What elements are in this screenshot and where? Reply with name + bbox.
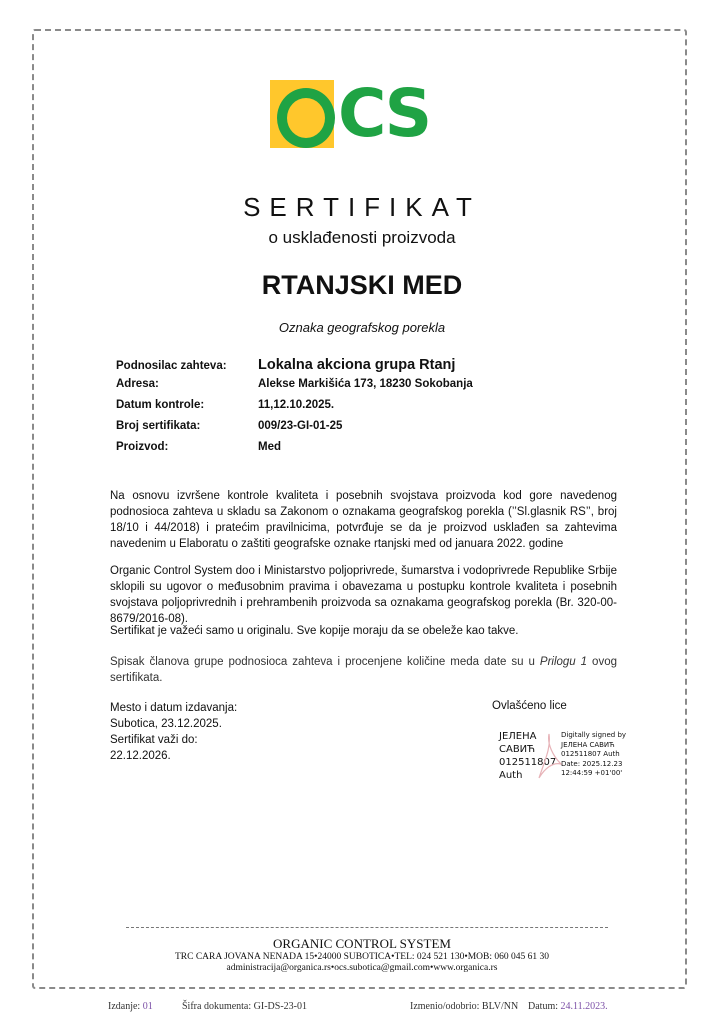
signer-line: ЈЕЛЕНА [499, 731, 537, 742]
edition [108, 1001, 153, 1012]
info-label: Broj sertifikata: [116, 420, 201, 432]
info-label: Podnosilac zahteva: [116, 360, 227, 372]
certificate-title: SERTIFIKAT [243, 192, 481, 222]
info-label: Proizvod: [116, 441, 169, 453]
digital-signature-text [561, 731, 626, 779]
members-text: Spisak članova grupe podnosioca zahteva i procenjene količine meda date su u [110, 656, 540, 668]
footer-address: TRC CARA JOVANA NENADA 15•24000 SUBOTICA•TEL: 024 521 130•MOB: 060 045 61 30 [175, 952, 549, 962]
authorized-person-label: Ovlašćeno lice [492, 700, 567, 712]
signer-line: Auth [499, 770, 523, 781]
digital-signature-line: Digitally signed by [561, 731, 627, 739]
paragraph-agreement: Organic Control System doo i Ministarstvo poljoprivrede, šumarstva i vodoprivrede Republike Srbije sklopili su ugovor o međusobnim pravima i obavezama u postupku kontrole kvaliteta i posebnih svojstava poljoprivrednih i prehrambenih proizvoda sa oznakama geografskog porekla (Br. 320-00-8679/2016-08). [110, 565, 617, 625]
info-value: Alekse Markišića 173, 18230 Sokobanja [258, 378, 473, 390]
valid-until-value: 22.12.2026. [110, 750, 171, 762]
approved-by: Izmenio/odobrio: BLV/NN [410, 1001, 519, 1012]
digital-signature-line: Date: 2025.12.23 [561, 759, 623, 768]
info-row [116, 441, 473, 462]
origin-label: Oznaka geografskog porekla [278, 320, 446, 335]
edition-value: 01 [142, 1001, 153, 1012]
digital-signature-line: ЈЕЛЕНА САВИЋ [561, 740, 615, 749]
info-table [116, 357, 473, 462]
annex-reference: Prilogu 1 [539, 656, 588, 668]
certificate-subtitle: o usklađenosti proizvoda [268, 228, 456, 247]
info-value: Med [258, 441, 281, 453]
footer-company: ORGANIC CONTROL SYSTEM [273, 936, 451, 951]
footer-divider [126, 927, 608, 928]
product-name: RTANJSKI MED [261, 270, 463, 300]
info-value: 009/23-GI-01-25 [258, 420, 343, 432]
document-date [528, 1001, 608, 1012]
info-label: Adresa: [116, 378, 159, 390]
issue-block [110, 700, 237, 764]
date-value: 24.11.2023. [560, 1001, 608, 1012]
info-value: 11,12.10.2025. [258, 399, 335, 411]
info-row [116, 399, 473, 420]
info-row [116, 357, 473, 378]
digital-signature-line: 012511807 Auth [561, 750, 620, 758]
signer-line: 012511807 [499, 757, 557, 768]
digital-signature-line: 12:44:59 +01'00' [561, 769, 623, 777]
paragraph-compliance: Na osnovu izvršene kontrole kvaliteta i posebnih svojstava proizvoda kod gore navedenog podnosioca zahteva u skladu sa Zakonom o oznakama geografskog porekla (’’Sl.glasnik RS’’, broj 18/10 i 44/2018) i pratećim pravilnicima, potvrđuje se da je proizvod usklađen sa zahtevima navedenim u Elaboratu o zaštiti geografske oznake rtanjski med od januara 2022. godine [110, 490, 617, 550]
edition-label: Izdanje: [108, 1001, 141, 1012]
document-code: Šifra dokumenta: GI-DS-23-01 [182, 1001, 307, 1012]
paragraph-members [110, 654, 617, 686]
footer-contacts: administracija@organica.rs•ocs.subotica@gmail.com•www.organica.rs [226, 963, 498, 973]
logo-o-ring [277, 88, 335, 148]
paragraph-validity: Sertifikat je važeći samo u originalu. Sve kopije moraju da se obeleže kao takve. [110, 625, 519, 637]
valid-until-label: Sertifikat važi do: [110, 734, 198, 746]
signer-line: САВИЋ [499, 744, 536, 755]
info-row [116, 378, 473, 399]
date-label: Datum: [528, 1001, 558, 1012]
ocs-logo [270, 75, 440, 152]
members-text-end: ovog sertifikata. [110, 656, 617, 684]
info-label: Datum kontrole: [116, 399, 205, 411]
info-value: Lokalna akciona grupa Rtanj [258, 357, 456, 373]
issue-place-label: Mesto i datum izdavanja: [110, 702, 238, 714]
info-row [116, 420, 473, 441]
issue-place-value: Subotica, 23.12.2025. [110, 718, 222, 730]
logo-cs-text: CS [338, 75, 430, 152]
